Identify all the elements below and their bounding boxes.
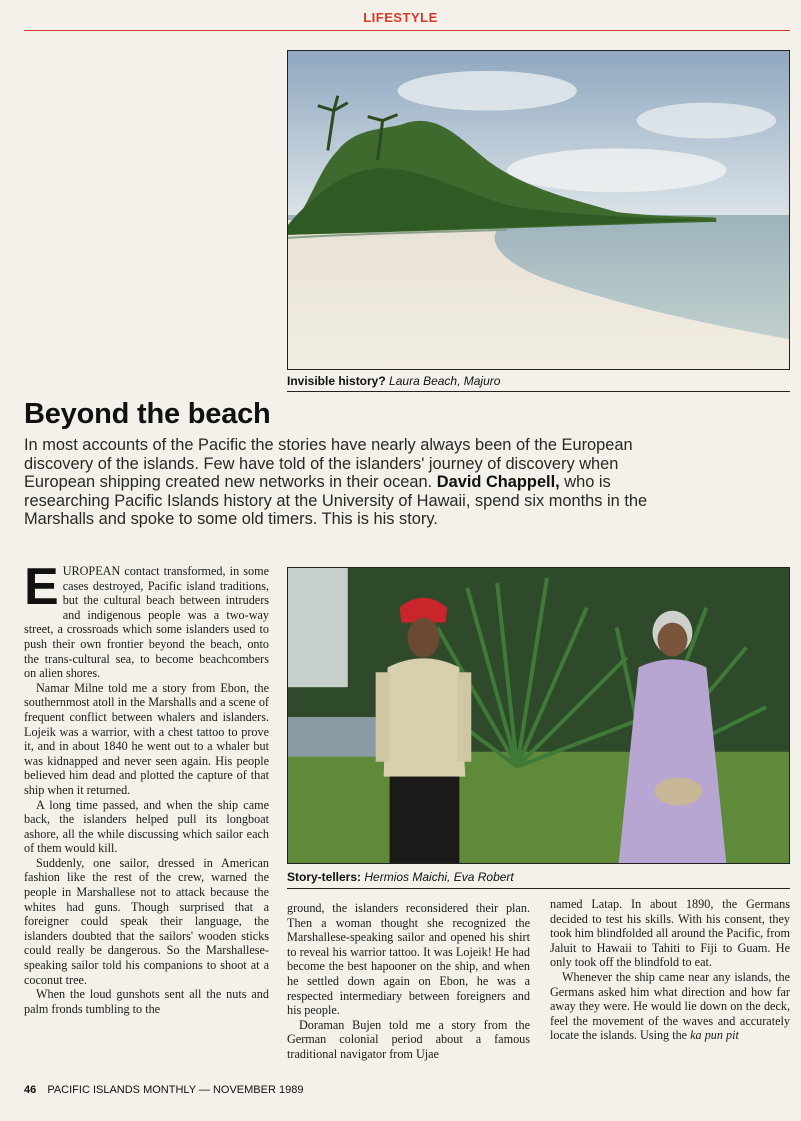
paragraph: Suddenly, one sailor, dressed in American fashion like the rest of the crew, warned the people in Marshallese not to attack because the whites had guns. Though surprised that a foreigner could speak their language, the islanders doubted that the sailors' wooden sticks could really be dangerous. So the Marshallese-speaking sailor told his companions to shoot at a coconut tree. [24, 855, 269, 987]
paragraph: A long time passed, and when the ship came back, the islanders helped pull its longboat ashore, all the while discussing which sailor each of them would kill. [24, 797, 269, 856]
paragraph [550, 970, 790, 1043]
beach-photo-caption [287, 374, 500, 388]
paragraph-text: Whenever the ship came near any islands, the Germans asked him what direction and how far away they were. He would lie down on the deck, feel the movement of the waves and accurately locate the islands. Using the [550, 969, 790, 1043]
headline: Beyond the beach [24, 398, 271, 430]
publication-line: PACIFIC ISLANDS MONTHLY — NOVEMBER 1989 [47, 1084, 304, 1096]
page-footer [24, 1084, 303, 1096]
article-column-1 [24, 558, 269, 1016]
beach-photo [287, 50, 790, 370]
intro-standfirst [24, 436, 676, 529]
paragraph [24, 558, 269, 681]
section-label: LIFESTYLE [363, 10, 438, 25]
paragraph: Doraman Bujen told me a story from the German colonial period about a famous traditional navigator from Ujae [287, 1017, 530, 1061]
intro-text-continued: who is researching Pacific Islands history at the University of Hawaii, spend six months in the Marshalls and spoke to some old timers. This is his story. [24, 473, 648, 529]
caption-rule [287, 888, 790, 889]
caption-text: Hermios Maichi, Eva Robert [364, 870, 514, 884]
author-name: David Chappell, [436, 473, 560, 492]
caption-label: Story-tellers: [287, 870, 362, 884]
paragraph: ground, the islanders reconsidered their plan. Then a woman thought she recognized the Marshallese-speaking sailor and opened his shirt to reveal his warrior tattoo. It was Lojeik! He had become the best hapooner on the ship, and when he settled down again on Ebon, he was a respected intermediary between foreigners and his people. [287, 901, 530, 1018]
caption-text: Laura Beach, Majuro [389, 374, 501, 388]
caption-rule [287, 391, 790, 392]
storytellers-photo-caption [287, 870, 514, 884]
italic-term: ka pun pit [690, 1028, 739, 1043]
paragraph-text: UROPEAN contact transformed, in some cases destroyed, Pacific island traditions, but the cultural beach between intruders and indigenous people was a two-way street, a crossroads which some islanders used to push their own frontier beyond the beach, onto the trans-cultural sea, to become beachcombers on alien shores. [24, 564, 269, 681]
intro-text: In most accounts of the Pacific the stories have nearly always been of the European discovery of the islands. Few have told of the islanders' journey of discovery when European shipping created new networks in their ocean. [24, 436, 633, 492]
caption-label: Invisible history? [287, 374, 386, 388]
storytellers-photo [287, 567, 790, 864]
paragraph: Namar Milne told me a story from Ebon, the southernmost atoll in the Marshalls and a scene of frequent conflict between whalers and islanders. Lojeik was a warrior, with a chest tattoo to prove it, and in about 1840 he went out to a whaler but was kidnapped and never seen again. His people believed him dead and plotted the capture of that ship when it returned. [24, 680, 269, 797]
paragraph: When the loud gunshots sent all the nuts and palm fronds tumbling to the [24, 987, 269, 1016]
article-column-3 [550, 897, 790, 1043]
page-number: 46 [24, 1084, 37, 1096]
top-rule [24, 30, 790, 31]
drop-cap: E [24, 558, 59, 616]
paragraph: named Latap. In about 1890, the Germans decided to test his skills. With his consent, they took him blindfolded all around the Pacific, from Jaluit to Hawaii to Tahiti to Fiji to Guam. He only took off the blindfold to eat. [550, 897, 790, 970]
article-column-2 [287, 901, 530, 1062]
